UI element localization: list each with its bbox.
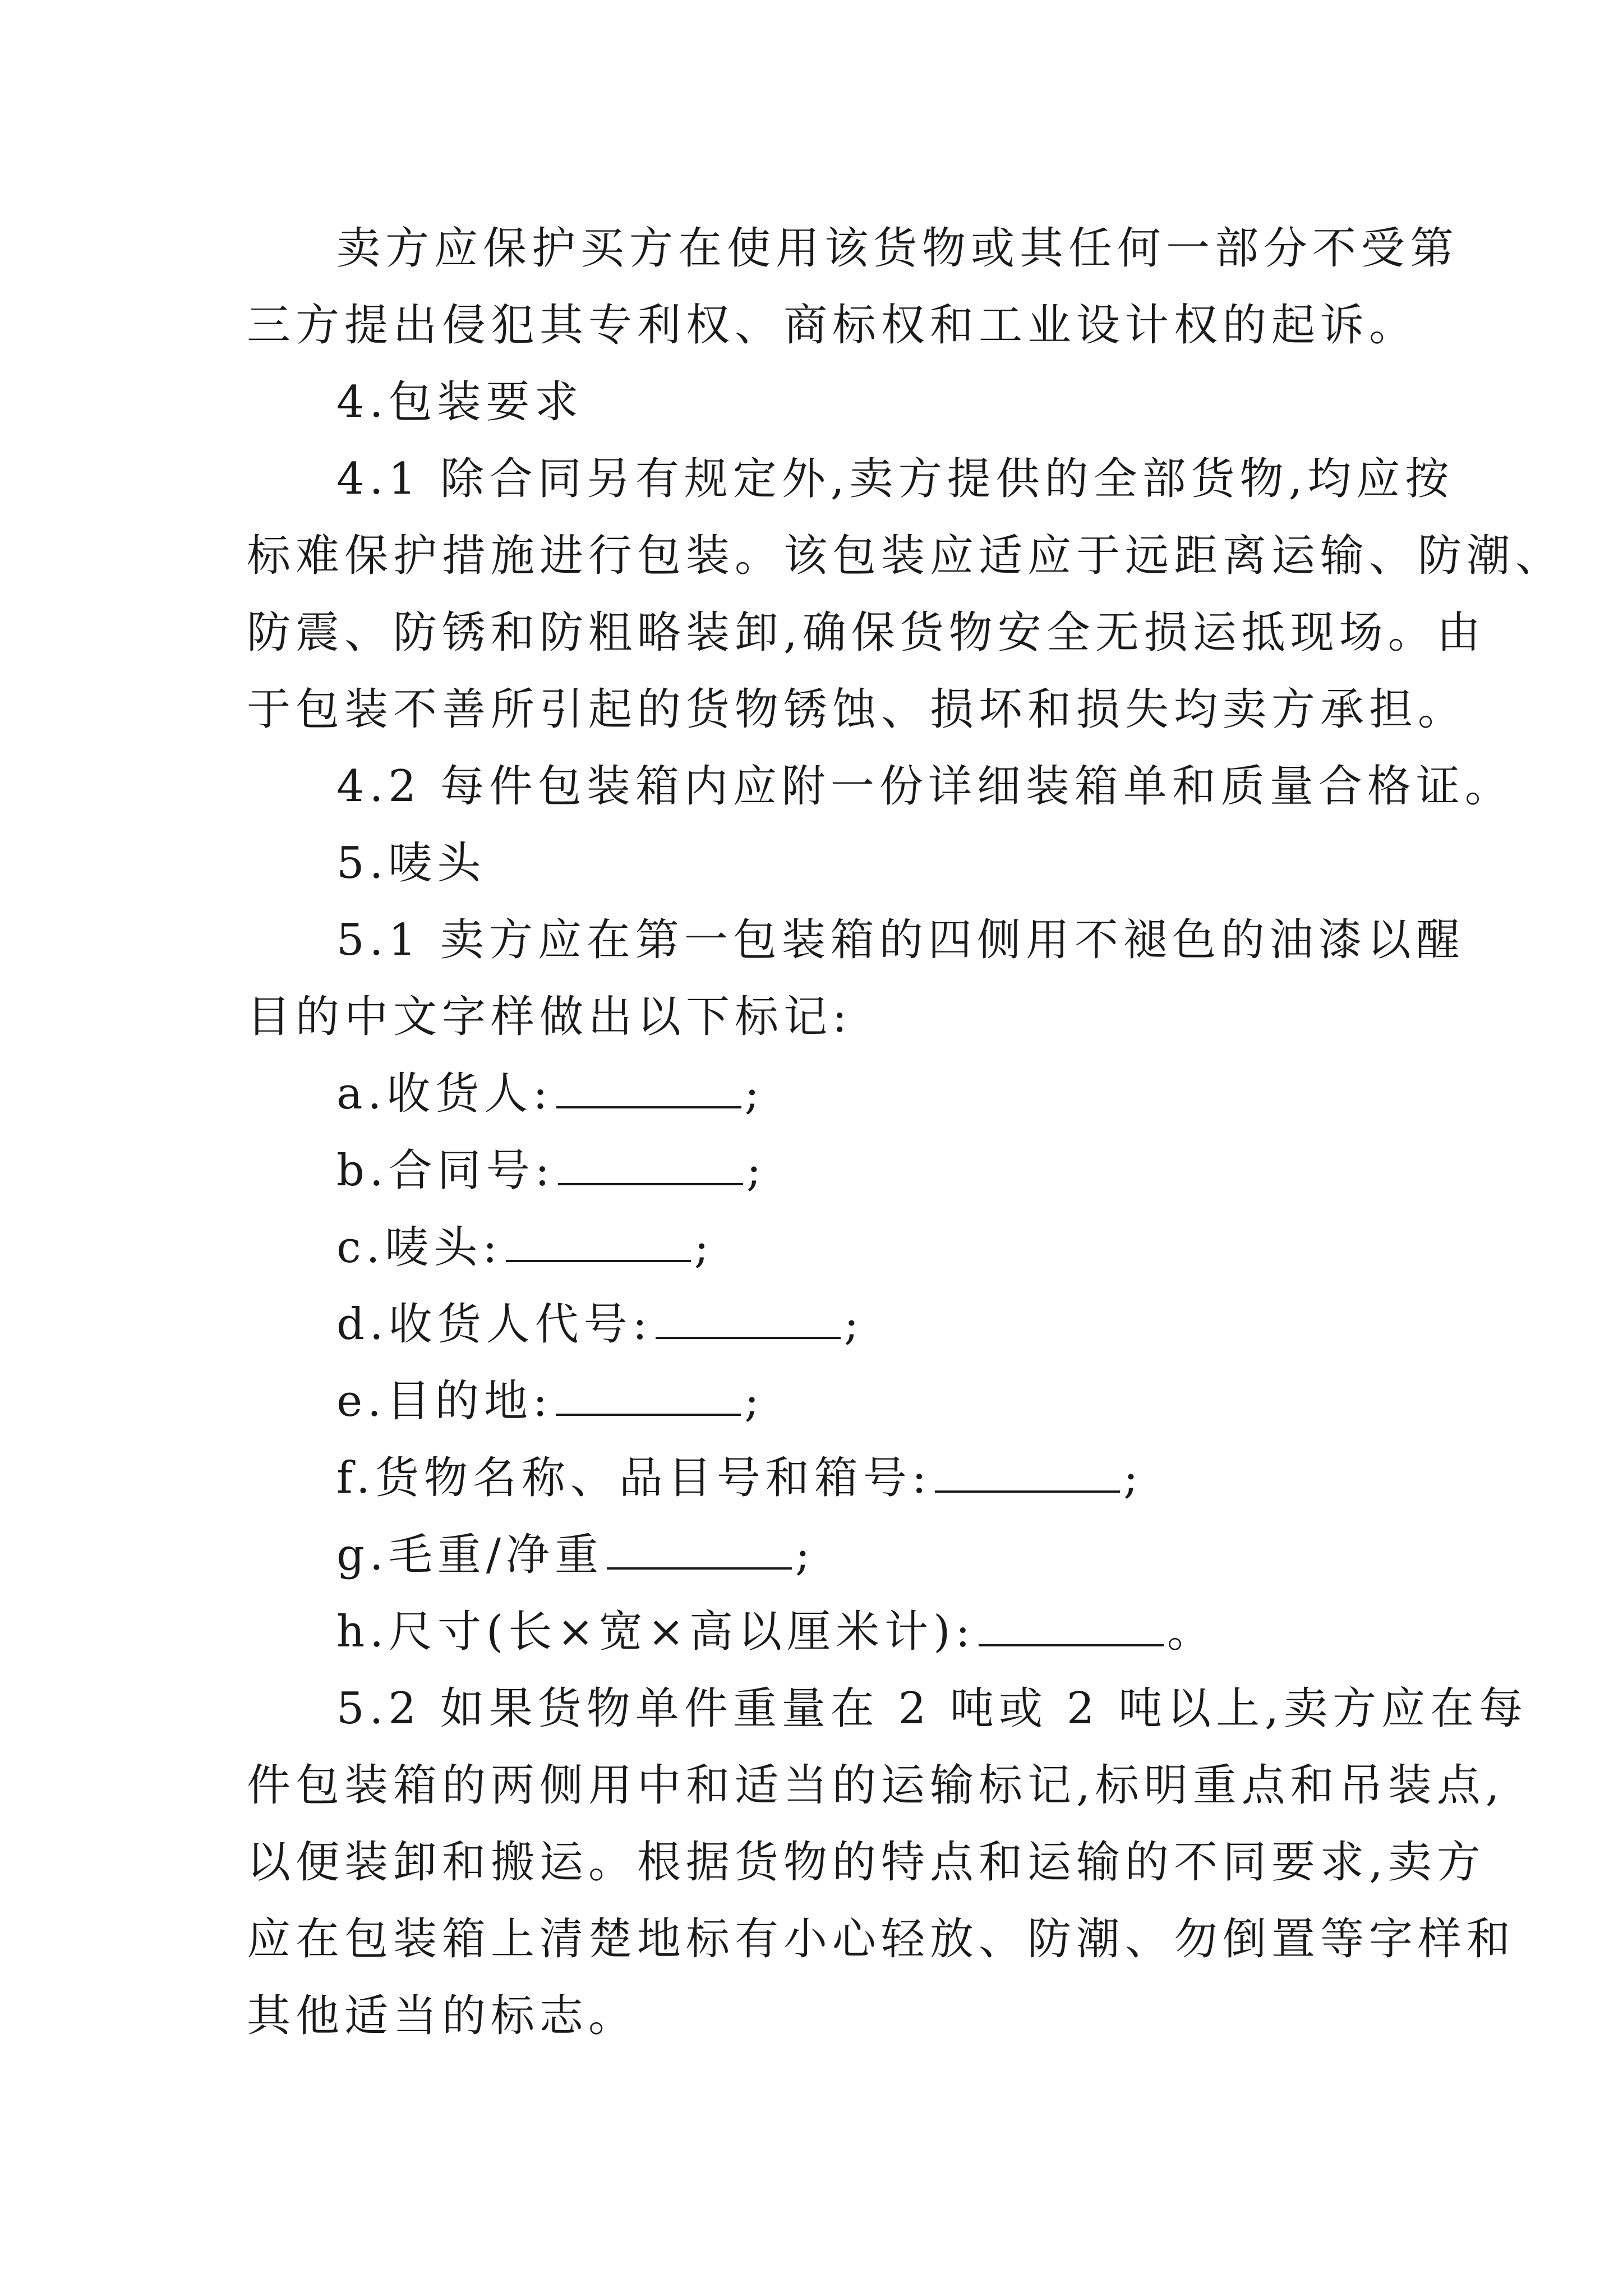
mark-label: g.毛重/净重 xyxy=(336,1530,604,1580)
paragraph-4-1-line-1: 4.1 除合同另有规定外,卖方提供的全部货物,均应按 xyxy=(336,454,1454,504)
document-body xyxy=(247,210,1565,2055)
mark-end: ; xyxy=(795,1530,815,1580)
fill-in-blank xyxy=(556,1380,741,1416)
paragraph-5-2-line-1: 5.2 如果货物单件重量在 2 吨或 2 吨以上,卖方应在每 xyxy=(336,1683,1528,1734)
paragraph-5-2-line-5: 其他适当的标志。 xyxy=(247,1991,638,2041)
fill-in-blank xyxy=(607,1534,792,1570)
mark-end: ; xyxy=(744,1376,764,1427)
mark-label: a.收货人: xyxy=(336,1069,553,1119)
mark-end: ; xyxy=(1123,1453,1144,1503)
mark-label: e.目的地: xyxy=(336,1376,553,1427)
mark-item-dimensions xyxy=(247,1594,1391,1671)
mark-end: ; xyxy=(746,1145,767,1196)
fill-in-blank xyxy=(935,1457,1120,1493)
section-heading-marks: 5.唛头 xyxy=(336,838,486,889)
paragraph-4-2: 4.2 每件包装箱内应附一份详细装箱单和质量合格证。 xyxy=(336,761,1514,812)
fill-in-blank xyxy=(558,1149,743,1185)
mark-label: c.唛头: xyxy=(336,1222,502,1273)
mark-item-destination xyxy=(247,1363,1391,1440)
paragraph-4-1-line-4: 于包装不善所引起的货物锈蚀、损坏和损失均卖方承担。 xyxy=(247,684,1467,735)
fill-in-blank xyxy=(506,1226,691,1262)
mark-end: ; xyxy=(744,1069,764,1119)
mark-item-shipping-mark xyxy=(247,1209,1391,1286)
paragraph-5-2-line-2: 件包装箱的两侧用中和适当的运输标记,标明重点和吊装点, xyxy=(247,1760,1505,1811)
paragraph-4-1-line-3: 防震、防锈和防粗略装卸,确保货物安全无损运抵现场。由 xyxy=(247,608,1486,658)
paragraph-5-2-line-4: 应在包装箱上清楚地标有小心轻放、防潮、勿倒置等字样和 xyxy=(247,1914,1516,1964)
mark-item-weight xyxy=(247,1517,1391,1594)
fill-in-blank xyxy=(656,1303,841,1339)
paragraph-5-1-line-2: 目的中文字样做出以下标记: xyxy=(247,992,852,1042)
paragraph-ip-line-1: 卖方应保护买方在使用该货物或其任何一部分不受第 xyxy=(336,223,1459,274)
fill-in-blank xyxy=(556,1073,741,1108)
paragraph-5-2-line-3: 以便装卸和搬运。根据货物的特点和运输的不同要求,卖方 xyxy=(247,1837,1486,1888)
fill-in-blank xyxy=(979,1611,1164,1646)
mark-item-consignee xyxy=(247,1056,1391,1133)
paragraph-ip-line-2: 三方提出侵犯其专利权、商标权和工业设计权的起诉。 xyxy=(247,300,1418,351)
mark-label: b.合同号: xyxy=(336,1145,555,1196)
mark-end: ; xyxy=(694,1222,714,1273)
paragraph-4-1-line-2: 标难保护措施进行包装。该包装应适应于远距离运输、防潮、 xyxy=(247,531,1565,581)
mark-item-contract-no xyxy=(247,1133,1391,1209)
section-heading-packaging: 4.包装要求 xyxy=(336,377,584,427)
paragraph-5-1-line-1: 5.1 卖方应在第一包装箱的四侧用不褪色的油漆以醒 xyxy=(336,915,1465,965)
mark-end: 。 xyxy=(1166,1607,1216,1657)
mark-item-goods-name xyxy=(247,1440,1391,1517)
mark-item-consignee-code xyxy=(247,1286,1391,1363)
mark-label: d.收货人代号: xyxy=(336,1299,653,1350)
mark-label: h.尺寸(长×宽×高以厘米计): xyxy=(336,1607,975,1657)
mark-end: ; xyxy=(844,1299,864,1350)
mark-label: f.货物名称、品目号和箱号: xyxy=(336,1453,932,1503)
